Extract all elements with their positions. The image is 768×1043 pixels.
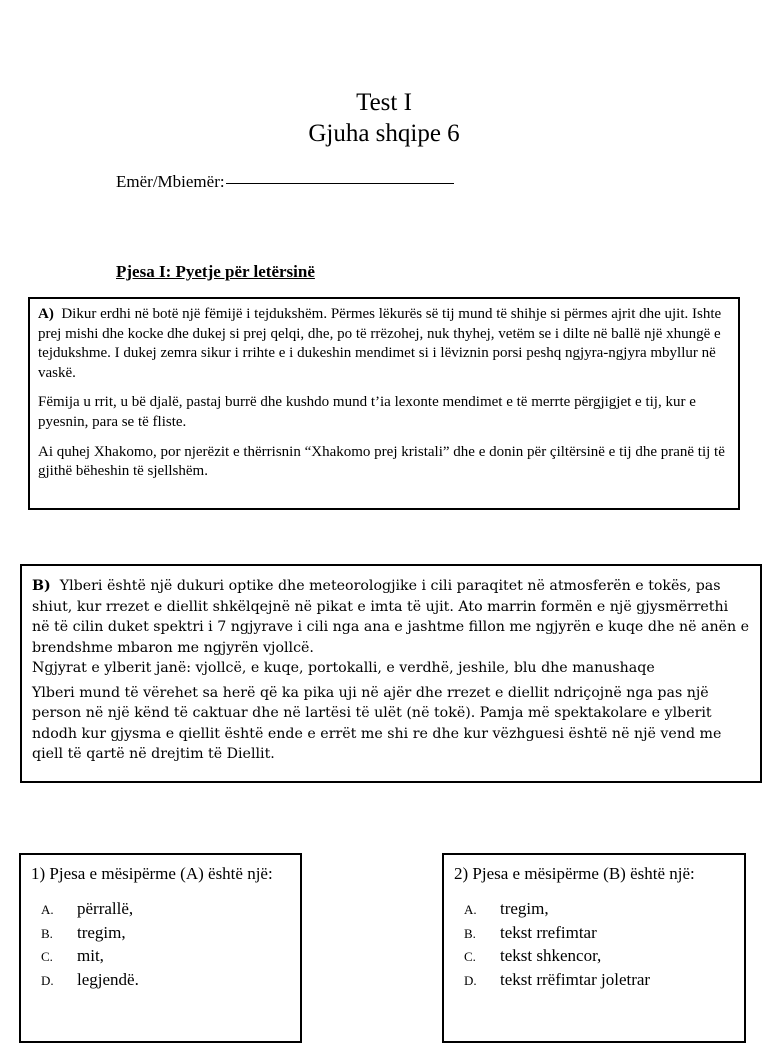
option-text: tekst rrëfimtar joletrar [500,969,651,989]
question-1-option-c[interactable] [31,944,290,968]
question-1-option-b[interactable] [31,921,290,945]
option-letter: D. [464,972,477,988]
part1-heading: Pjesa I: Pyetje për letërsinë [116,262,315,281]
subject-title: Gjuha shqipe 6 [308,120,460,147]
option-letter: A. [464,902,477,917]
passage-b-box [20,564,762,783]
passage-a-label: A) [38,306,54,322]
question-1-option-d[interactable] [31,968,290,992]
passage-a-text-1: Dikur erdhi në botë një fëmijë i tejdukshëm. Përmes lëkurës së tij mund të shihje si përmes ajrit dhe ujit. Ishte prej mishi dhe kocke dhe dukej si prej qelqi, dhe, po të rrëzohej, nuk thyhej, vetëm se i dilte në ballë një xhungë e tejdukshme. I dukej zemra sikur i rrihte e i dukeshin mendimet si i lëviznin porsi peshq ngjyra-ngjyra mbyllur në vaskë. [38,306,722,381]
passage-a-box [28,297,740,510]
option-text: tekst shkencor, [500,946,602,966]
passage-b-paragraph-1 [32,576,750,658]
option-letter: D. [41,972,54,988]
question-2-text: 2) Pjesa e mësipërme (B) është një: [454,864,695,883]
option-letter: C. [464,949,476,965]
question-1-text: 1) Pjesa e mësipërme (A) është një: [31,864,273,883]
passage-a-paragraph-3: Ai quhej Xhakomo, por njerëzit e thërrisnin “Xhakomo prej kristali” dhe e donin për çiltërsinë e tij dhe pranë tij të gjithë bëheshin të sjellshëm. [38,443,725,480]
question-2-option-d[interactable] [454,968,734,992]
option-text: tekst rrefimtar [500,922,597,942]
option-letter: C. [41,949,53,965]
question-2-option-c[interactable] [454,944,734,968]
option-text: legjendë. [77,969,139,989]
passage-b-label: B) [32,578,51,594]
test-title: Test I [356,89,412,116]
question-2-option-a[interactable] [454,897,734,921]
passage-a-paragraph-2: Fëmija u rrit, u bë djalë, pastaj burrë dhe kushdo mund t’ia lexonte mendimet e të merrte përgjigjet e tij, kur e pyesnin, para se të fliste. [38,394,696,430]
option-text: tregim, [77,922,126,942]
question-1-option-a[interactable] [31,897,290,921]
passage-b-paragraph-2: Ngjyrat e ylberit janë: vjollcë, e kuqe, portokalli, e verdhë, jeshile, blu dhe manushaqe [32,660,655,676]
option-text: tregim, [500,899,549,918]
option-letter: B. [41,925,53,941]
option-text: mit, [77,946,104,966]
option-text: përrallë, [77,899,134,918]
option-letter: A. [41,902,54,917]
passage-b-text-1: Ylberi është një dukuri optike dhe meteorologjike i cili paraqitet në atmosferën e tokës, pas shiut, kur rrezet e diellit shkëlqejnë në pikat e imta të ujit. Ato marrin formën e një gjysmërrethi në të cilin duket spektri i 7 ngjyrave i cili nga ana e jashtme fillon me ngjyrën e kuqe dhe në anën e brendshme mbaron me ngjyrën vjollcë. [32,578,750,656]
name-field [116,172,454,192]
passage-a-paragraph-1 [38,305,730,383]
passage-b-paragraph-3: Ylberi mund të vërehet sa herë që ka pika uji në ajër dhe rrezet e diellit ndriçojnë nga pas një person në një kënd të caktuar dhe në lartësi të ulët (në tokë). Pamja më spektakolare e ylberit ndodh kur gjysma e qiellit është ende e errët me shi re dhe kur vëzhguesi është në një vend me qiell të qartë në drejtim të Diellit. [32,684,722,762]
option-letter: B. [464,925,476,941]
question-2-option-b[interactable] [454,921,734,945]
question-2-box [442,853,746,1043]
question-1-box [19,853,302,1043]
name-label: Emër/Mbiemër: [116,172,225,191]
name-blank-line[interactable] [226,183,454,184]
